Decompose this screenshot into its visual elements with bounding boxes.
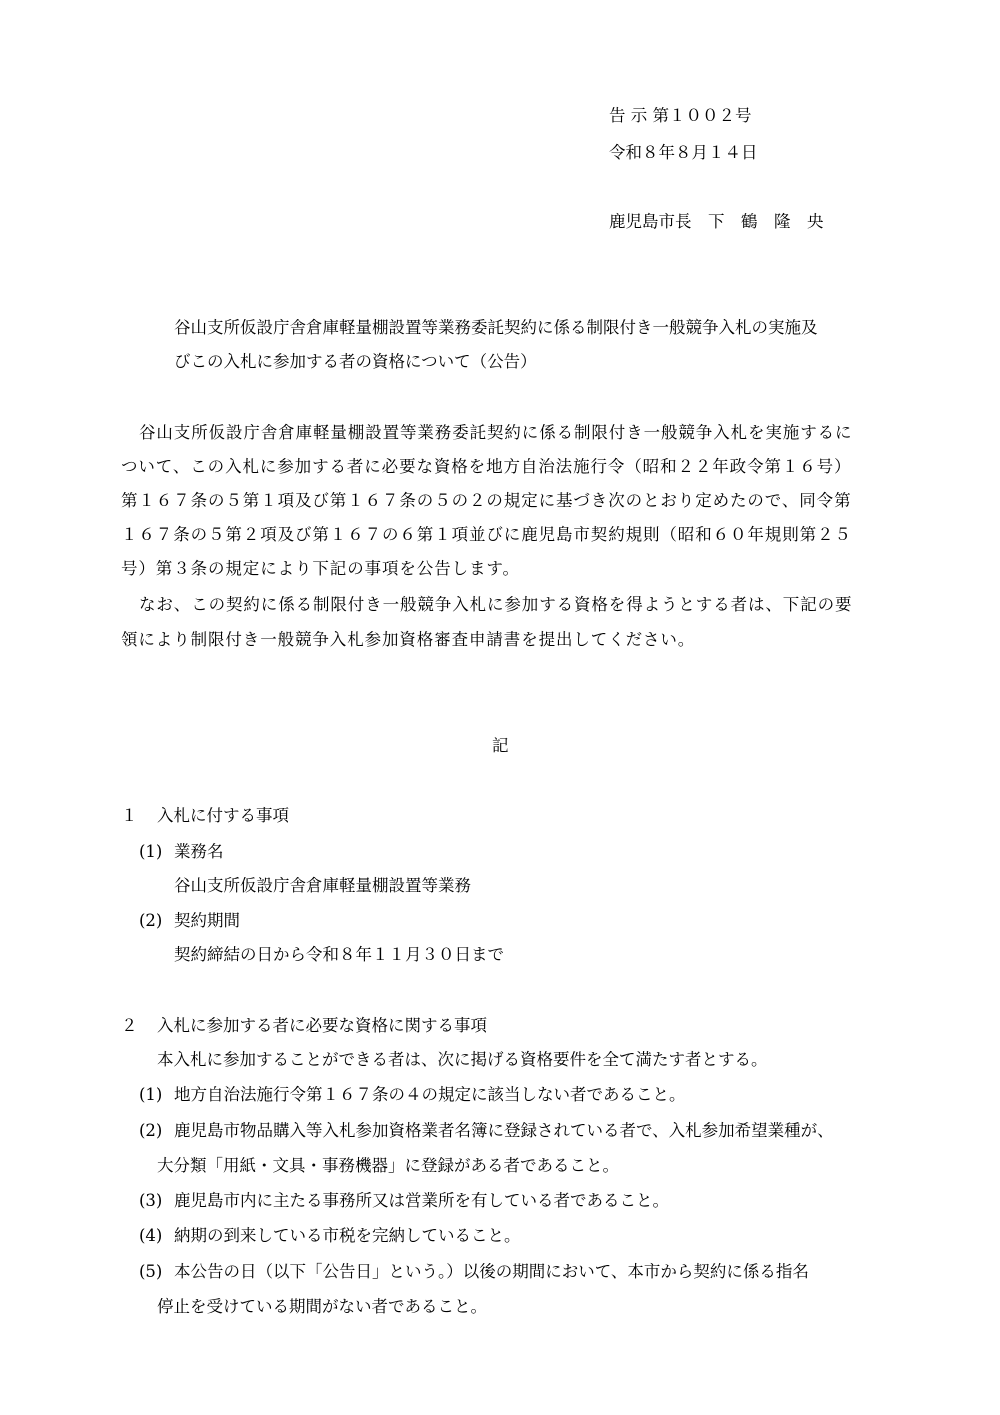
body-para2-line-2: 領により制限付き一般競争入札参加資格審査申請書を提出してください。 (121, 630, 696, 649)
body-para1-line-2: ついて、この入札に参加する者に必要な資格を地方自治法施行令（昭和２２年政令第１６号） (121, 457, 852, 476)
section2-item3-text: 鹿児島市内に主たる事務所又は営業所を有している者であること。 (174, 1191, 669, 1210)
section1-number: １ (121, 806, 138, 825)
section2-item1-number: (1) (139, 1085, 163, 1104)
section1-item1-value: 谷山支所仮設庁舎倉庫軽量棚設置等業務 (174, 876, 471, 895)
section2-item1-text: 地方自治法施行令第１６７条の４の規定に該当しない者であること。 (174, 1085, 686, 1104)
section1-item2-number: (2) (139, 911, 163, 930)
section2-item5-number: (5) (139, 1262, 163, 1281)
section1-item2-value: 契約締結の日から令和８年１１月３０日まで (174, 945, 504, 964)
section2-item4-text: 納期の到来している市税を完納していること。 (174, 1226, 521, 1245)
section2-item4-number: (4) (139, 1226, 163, 1245)
section1-item2-label: 契約期間 (174, 911, 240, 930)
notice-number: 告 示 第１００２号 (609, 106, 752, 125)
body-para1-line-3: 第１６７条の５第１項及び第１６７条の５の２の規定に基づき次のとおり定めたので、同令第 (121, 491, 852, 510)
section2-number: ２ (121, 1016, 138, 1035)
body-para1-line-1: 谷山支所仮設庁舎倉庫軽量棚設置等業務委託契約に係る制限付き一般競争入札を実施するに (139, 423, 853, 442)
body-para2-line-1: なお、この契約に係る制限付き一般競争入札に参加する資格を得ようとする者は、下記の要 (139, 595, 853, 614)
section1-item1-number: (1) (139, 842, 163, 861)
section1-heading: 入札に付する事項 (157, 806, 289, 825)
section2-item3-number: (3) (139, 1191, 163, 1210)
body-para1-line-4: １６７条の５第２項及び第１６７の６第１項並びに鹿児島市契約規則（昭和６０年規則第２５ (121, 525, 852, 544)
section2-heading: 入札に参加する者に必要な資格に関する事項 (157, 1016, 487, 1035)
section2-item2-text-line-1: 鹿児島市物品購入等入札参加資格業者名簿に登録されている者で、入札参加希望業種が、 (174, 1121, 834, 1140)
section2-item2-text-line-2: 大分類「用紙・文具・事務機器」に登録がある者であること。 (157, 1156, 619, 1175)
document-title-line-2: びこの入札に参加する者の資格について（公告） (174, 352, 537, 371)
section2-item2-number: (2) (139, 1121, 163, 1140)
section2-intro: 本入札に参加することができる者は、次に掲げる資格要件を全て満たす者とする。 (157, 1050, 768, 1069)
body-para1-line-5: 号）第３条の規定により下記の事項を公告します。 (121, 559, 520, 578)
section2-item5-text-line-1: 本公告の日（以下「公告日」という。）以後の期間において、本市から契約に係る指名 (174, 1262, 809, 1281)
section1-item1-label: 業務名 (174, 842, 224, 861)
notice-date: 令和８年８月１４日 (609, 143, 758, 162)
document-title-line-1: 谷山支所仮設庁舎倉庫軽量棚設置等業務委託契約に係る制限付き一般競争入札の実施及 (174, 318, 818, 337)
ki-heading: 記 (492, 736, 509, 755)
issuer-name: 鹿児島市長 下 鶴 隆 央 (609, 212, 824, 231)
section2-item5-text-line-2: 停止を受けている期間がない者であること。 (157, 1297, 487, 1316)
